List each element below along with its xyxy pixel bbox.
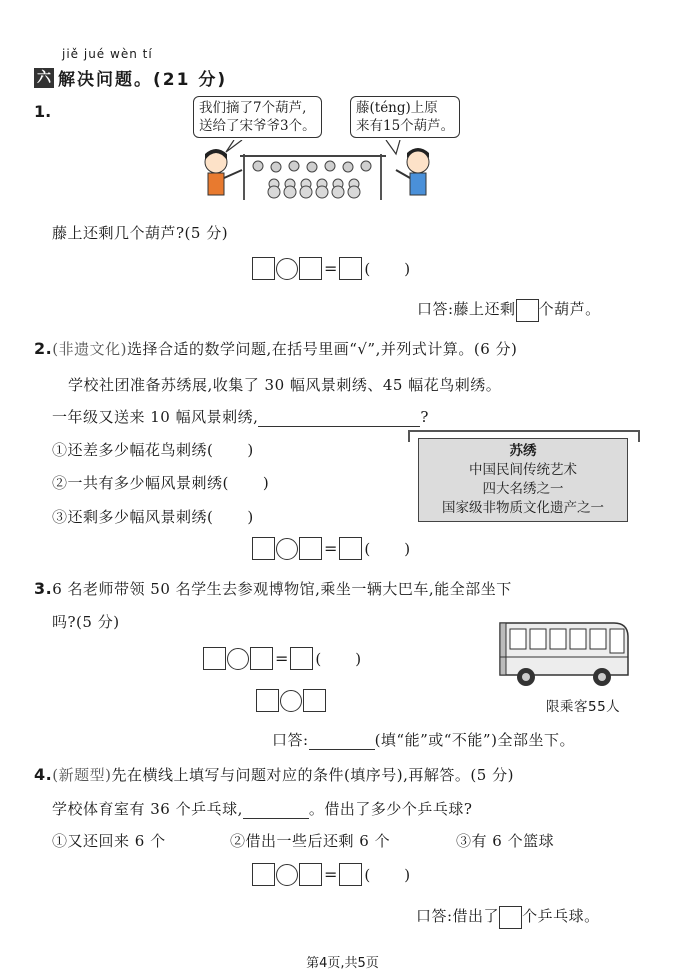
q2-line2-end: ? — [420, 408, 429, 426]
formula-operator-circle[interactable] — [227, 648, 249, 670]
formula-answer-box[interactable] — [252, 863, 275, 886]
q3-oral-answer — [272, 729, 575, 750]
q2-line1: 学校社团准备苏绣展,收集了 30 幅风景刺绣、45 幅花鸟刺绣。 — [68, 376, 502, 394]
q1-oral-answer — [417, 298, 601, 322]
unit-paren-open: ( — [364, 259, 371, 278]
q4-fill-blank[interactable] — [243, 800, 309, 819]
option-close-paren: ) — [262, 474, 270, 492]
boy-figure-icon — [396, 148, 429, 195]
q4-line1 — [52, 798, 472, 819]
section-title: 解决问题。(21 分) — [58, 70, 228, 90]
formula-operator-circle[interactable] — [276, 864, 298, 886]
q1-number: 1. — [34, 102, 52, 121]
formula-answer-box[interactable] — [339, 257, 362, 280]
q1-speech-bubble-left — [193, 96, 322, 138]
q1-formula — [252, 257, 410, 280]
formula-answer-box[interactable] — [299, 863, 322, 886]
q4-option: ①又还回来 6 个 — [52, 832, 166, 850]
bus-capacity-caption: 限乘客55人 — [546, 699, 621, 715]
formula-operator-circle[interactable] — [276, 538, 298, 560]
unit-paren-close: ) — [355, 649, 362, 668]
q3-compare — [256, 689, 326, 712]
compare-box[interactable] — [256, 689, 279, 712]
section-pinyin: jiě jué wèn tí — [62, 47, 153, 61]
q2-line2-text: 一年级又送来 10 幅风景刺绣, — [52, 408, 259, 426]
formula-answer-box[interactable] — [203, 647, 226, 670]
bus-icon — [494, 615, 634, 693]
answer-prefix: 口答:藤上还剩 — [417, 300, 516, 318]
q2-formula — [252, 537, 410, 560]
q2-option — [52, 439, 254, 460]
q3-line1-text: 6 名老师带领 50 名学生去参观博物馆,乘坐一辆大巴车,能全部坐下 — [52, 580, 512, 598]
q2-number: 2. — [34, 339, 53, 358]
q4-line1-end: 。借出了多少个乒乓球? — [308, 800, 473, 818]
formula-answer-box[interactable] — [252, 537, 275, 560]
unit-paren-open: ( — [364, 539, 371, 558]
girl-figure-icon — [205, 149, 242, 195]
option-close-paren: ) — [247, 441, 254, 459]
sign-line: 国家级非物质文化遗产之一 — [442, 500, 604, 516]
unit-paren-open: ( — [315, 649, 322, 668]
equals-sign: = — [275, 649, 289, 668]
q4-formula — [252, 863, 410, 886]
answer-suffix: 个乒乓球。 — [522, 907, 600, 925]
formula-answer-box[interactable] — [250, 647, 273, 670]
formula-answer-box[interactable] — [252, 257, 275, 280]
embroidery-sign — [408, 430, 638, 530]
answer-box[interactable] — [499, 906, 522, 929]
q4-number: 4. — [34, 765, 53, 784]
q4-tag: (新题型) — [52, 766, 112, 784]
option-close-paren: ) — [247, 508, 254, 526]
formula-answer-box[interactable] — [299, 537, 322, 560]
q4-option: ③有 6 个篮球 — [456, 832, 555, 850]
option-text: ③还剩多少幅风景刺绣( — [52, 508, 214, 526]
q1-gourd-illustration — [196, 140, 442, 215]
bubble-right-line: 藤(téng)上原 — [356, 100, 438, 116]
q2-fill-blank[interactable] — [258, 408, 420, 427]
formula-answer-box[interactable] — [339, 537, 362, 560]
q2-tag: (非遗文化) — [52, 340, 127, 358]
q3-formula — [203, 647, 361, 670]
equals-sign: = — [324, 259, 338, 278]
formula-operator-circle[interactable] — [276, 258, 298, 280]
formula-answer-box[interactable] — [299, 257, 322, 280]
answer-suffix: 个葫芦。 — [538, 300, 601, 318]
bubble-left-line: 我们摘了7个葫芦, — [199, 100, 307, 116]
formula-answer-box[interactable] — [339, 863, 362, 886]
q2-prompt-line — [34, 338, 517, 359]
sign-line: 四大名绣之一 — [482, 481, 564, 497]
q3-number: 3. — [34, 579, 53, 598]
q2-option — [52, 506, 254, 527]
answer-blank[interactable] — [309, 731, 375, 750]
bubble-left-line: 送给了宋爷爷3个。 — [199, 118, 316, 134]
answer-prefix: 口答:借出了 — [416, 907, 500, 925]
option-text: ①还差多少幅花鸟刺绣( — [52, 441, 214, 459]
answer-suffix: (填“能”或“不能”)全部坐下。 — [374, 731, 575, 749]
q4-option: ②借出一些后还剩 6 个 — [230, 832, 391, 850]
unit-paren-open: ( — [364, 865, 371, 884]
q3-line1 — [34, 578, 512, 599]
section-number-badge: 六 — [34, 68, 54, 88]
q4-oral-answer — [416, 905, 600, 929]
answer-prefix: 口答: — [272, 731, 309, 749]
q4-prompt-line — [34, 764, 514, 785]
q4-prompt: 先在横线上填写与问题对应的条件(填序号),再解答。(5 分) — [111, 766, 514, 784]
q2-option — [52, 472, 269, 493]
unit-paren-close: ) — [404, 259, 411, 278]
sign-title: 苏绣 — [509, 443, 537, 459]
page-footer: 第4页,共5页 — [306, 956, 379, 971]
equals-sign: = — [324, 865, 338, 884]
compare-box[interactable] — [303, 689, 326, 712]
q1-question: 藤上还剩几个葫芦?(5 分) — [52, 224, 229, 242]
bubble-right-line: 来有15个葫芦。 — [356, 118, 455, 134]
q1-speech-bubble-right — [350, 96, 460, 138]
answer-box[interactable] — [516, 299, 539, 322]
q2-line2 — [52, 406, 429, 427]
equals-sign: = — [324, 539, 338, 558]
compare-circle[interactable] — [280, 690, 302, 712]
formula-answer-box[interactable] — [290, 647, 313, 670]
sign-board — [418, 438, 628, 522]
q2-prompt: 选择合适的数学问题,在括号里画“√”,并列式计算。(6 分) — [126, 340, 518, 358]
q3-line2: 吗?(5 分) — [52, 613, 120, 631]
unit-paren-close: ) — [404, 539, 411, 558]
option-text: ②一共有多少幅风景刺绣( — [52, 474, 229, 492]
sign-line: 中国民间传统艺术 — [469, 462, 577, 478]
unit-paren-close: ) — [404, 865, 411, 884]
q4-line1-text: 学校体育室有 36 个乒乓球, — [52, 800, 243, 818]
